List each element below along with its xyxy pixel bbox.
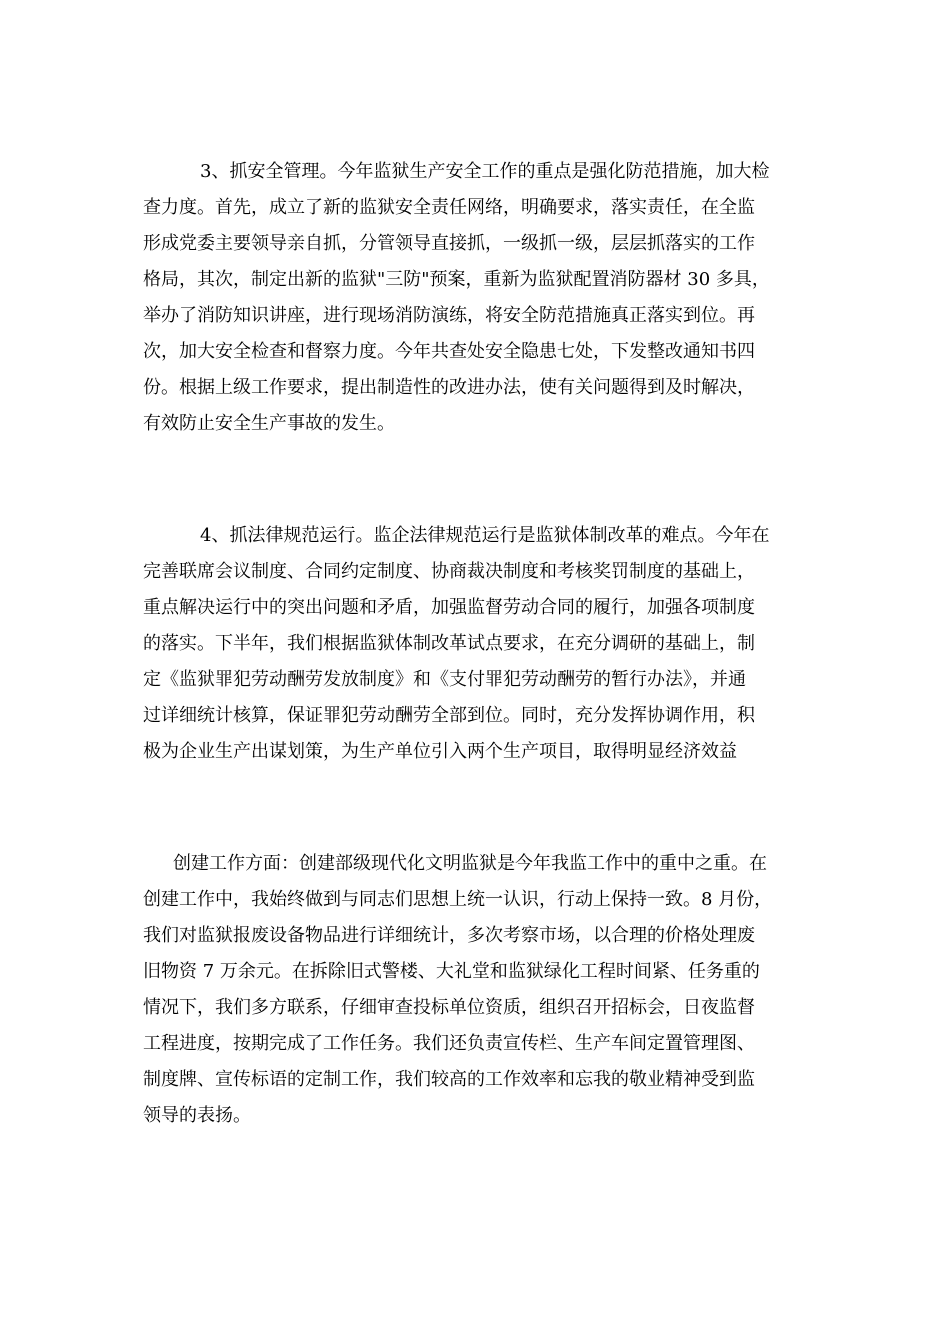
text-line: 领导的表扬。 — [143, 1105, 251, 1126]
text-line: 形成党委主要领导亲自抓，分管领导直接抓，一级抓一级，层层抓落实的工作 — [143, 233, 755, 254]
text-line: 旧物资 7 万余元。在拆除旧式警楼、大礼堂和监狱绿化工程时间紧、任务重的 — [143, 961, 760, 982]
text-line: 极为企业生产出谋划策，为生产单位引入两个生产项目，取得明显经济效益 — [143, 741, 737, 762]
text-line: 有效防止安全生产事故的发生。 — [143, 413, 395, 434]
text-line: 格局，其次，制定出新的监狱"三防"预案，重新为监狱配置消防器材 30 多具， — [143, 269, 770, 290]
text-line: 定《监狱罪犯劳动酬劳发放制度》和《支付罪犯劳动酬劳的暂行办法》，并通 — [143, 669, 746, 690]
text-line: 完善联席会议制度、合同约定制度、协商裁决制度和考核奖罚制度的基础上， — [143, 561, 755, 582]
paragraph-legal-operation — [143, 518, 813, 770]
text-line: 重点解决运行中的突出问题和矛盾，加强监督劳动合同的履行，加强各项制度 — [143, 597, 755, 618]
paragraph-creation-work — [143, 846, 813, 1134]
text-line: 份。根据上级工作要求，提出制造性的改进办法，使有关问题得到及时解决， — [143, 377, 755, 398]
text-line: 的落实。下半年，我们根据监狱体制改革试点要求，在充分调研的基础上，制 — [143, 633, 755, 654]
text-line: 工程进度，按期完成了工作任务。我们还负责宣传栏、生产车间定置管理图、 — [143, 1033, 755, 1054]
text-line: 举办了消防知识讲座，进行现场消防演练，将安全防范措施真正落实到位。再 — [143, 305, 755, 326]
text-line: 查力度。首先，成立了新的监狱安全责任网络，明确要求，落实责任，在全监 — [143, 197, 755, 218]
text-line: 过详细统计核算，保证罪犯劳动酬劳全部到位。同时，充分发挥协调作用，积 — [143, 705, 755, 726]
text-line: 4、抓法律规范运行。监企法律规范运行是监狱体制改革的难点。今年在 — [200, 525, 770, 546]
text-line: 我们对监狱报废设备物品进行详细统计，多次考察市场，以合理的价格处理废 — [143, 925, 755, 946]
text-line: 创建工作方面：创建部级现代化文明监狱是今年我监工作中的重中之重。在 — [173, 853, 767, 874]
text-line: 制度牌、宣传标语的定制工作，我们较高的工作效率和忘我的敬业精神受到监 — [143, 1069, 755, 1090]
paragraph-safety-management — [143, 154, 813, 442]
text-line: 创建工作中，我始终做到与同志们思想上统一认识，行动上保持一致。8 月份， — [143, 889, 773, 910]
text-line: 情况下，我们多方联系，仔细审查投标单位资质，组织召开招标会，日夜监督 — [143, 997, 755, 1018]
text-line: 3、抓安全管理。今年监狱生产安全工作的重点是强化防范措施，加大检 — [200, 161, 770, 182]
text-line: 次，加大安全检查和督察力度。今年共查处安全隐患七处，下发整改通知书四 — [143, 341, 755, 362]
